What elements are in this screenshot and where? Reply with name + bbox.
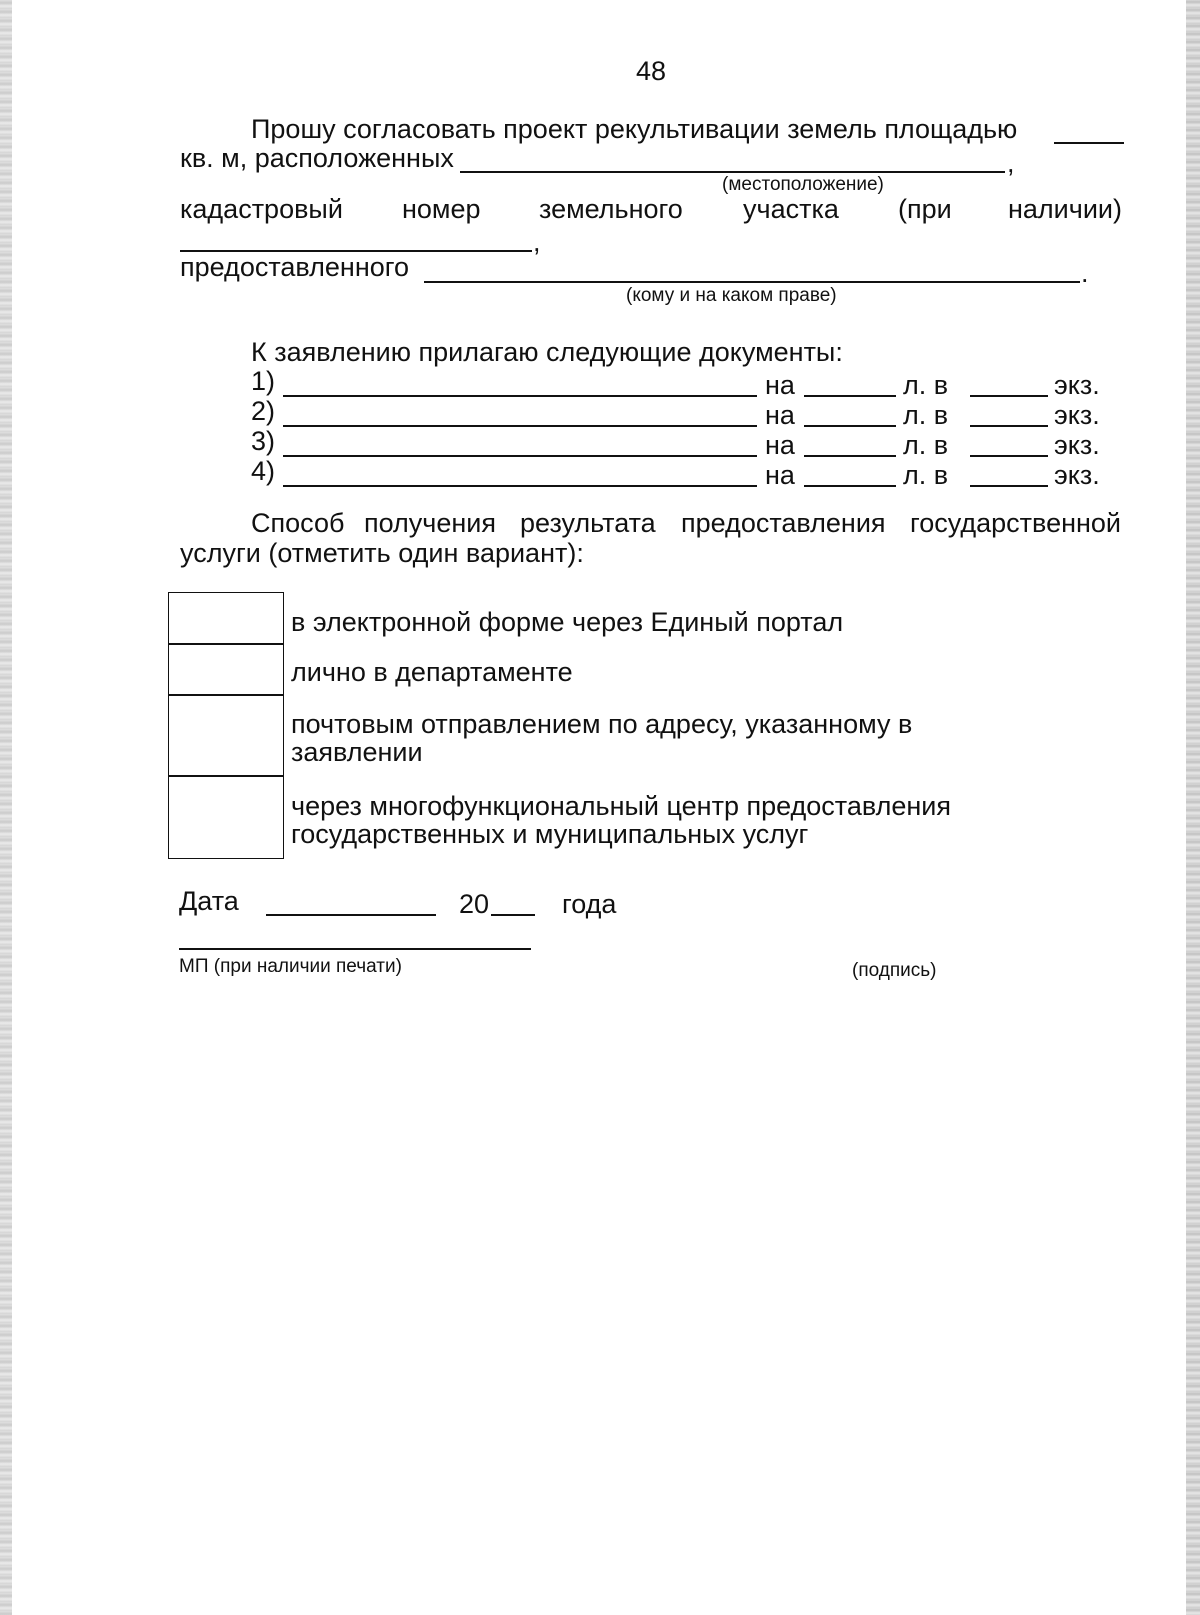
- request-line-2: кв. м, расположенных: [180, 143, 454, 173]
- cadastral-word-6: наличии): [1008, 194, 1122, 224]
- attachment-list-label-2: л. в: [903, 400, 949, 430]
- attachment-name-field-3[interactable]: [283, 455, 757, 457]
- year-field[interactable]: [491, 914, 535, 916]
- cadastral-word-2: номер: [402, 194, 481, 224]
- date-label: Дата: [179, 886, 239, 916]
- attachment-list-label-1: л. в: [903, 370, 949, 400]
- attachment-copies-label-3: экз.: [1054, 430, 1100, 460]
- delivery-option-checkbox-1[interactable]: [168, 592, 284, 645]
- delivery-option-checkbox-2[interactable]: [168, 643, 284, 696]
- attachment-sheets-field-3[interactable]: [804, 455, 896, 457]
- request-line-1: Прошу согласовать проект рекультивации земель площадью: [251, 114, 1018, 144]
- cadastral-comma: ,: [533, 227, 541, 257]
- attachment-copies-field-2[interactable]: [970, 425, 1048, 427]
- location-hint: (местоположение): [722, 174, 884, 195]
- delivery-word-3: результата: [520, 508, 656, 538]
- attachment-na-4: на: [765, 460, 795, 490]
- attachment-copies-field-3[interactable]: [970, 455, 1048, 457]
- cadastral-word-3: земельного: [539, 194, 683, 224]
- stamp-label: МП (при наличии печати): [179, 956, 402, 977]
- delivery-line-2: услуги (отметить один вариант):: [180, 538, 584, 568]
- page-number: 48: [636, 56, 667, 86]
- attachment-list-label-3: л. в: [903, 430, 949, 460]
- attachment-sheets-field-1[interactable]: [804, 395, 896, 397]
- attachment-copies-field-4[interactable]: [970, 485, 1048, 487]
- cadastral-word-5: (при: [898, 194, 952, 224]
- scan-edge-right: [1186, 0, 1200, 1615]
- attachment-copies-label-1: экз.: [1054, 370, 1100, 400]
- delivery-option-label-3: почтовым отправлением по адресу, указанному в заявлении: [291, 709, 913, 767]
- year-suffix: года: [562, 889, 617, 919]
- delivery-word-1: Способ: [251, 508, 345, 538]
- provided-field[interactable]: [424, 281, 1080, 283]
- scan-edge-left: [0, 0, 12, 1615]
- attachment-name-field-1[interactable]: [283, 395, 757, 397]
- provided-label: предоставленного: [180, 252, 410, 282]
- cadastral-word-1: кадастровый: [180, 194, 343, 224]
- attachment-na-2: на: [765, 400, 795, 430]
- attachment-number-1: 1): [251, 366, 276, 396]
- provided-hint: (кому и на каком праве): [626, 285, 837, 306]
- attachment-sheets-field-2[interactable]: [804, 425, 896, 427]
- attachment-list-label-4: л. в: [903, 460, 949, 490]
- year-prefix: 20: [459, 889, 490, 919]
- location-comma: ,: [1007, 148, 1015, 178]
- delivery-word-2: получения: [364, 508, 496, 538]
- attachment-copies-label-4: экз.: [1054, 460, 1100, 490]
- attachment-na-3: на: [765, 430, 795, 460]
- cadastral-word-4: участка: [743, 194, 839, 224]
- delivery-word-4: предоставления: [681, 508, 886, 538]
- location-field[interactable]: [460, 171, 1005, 173]
- delivery-option-label-1: в электронной форме через Единый портал: [291, 607, 844, 637]
- attachment-name-field-2[interactable]: [283, 425, 757, 427]
- attachment-copies-label-2: экз.: [1054, 400, 1100, 430]
- attachment-name-field-4[interactable]: [283, 485, 757, 487]
- attachment-copies-field-1[interactable]: [970, 395, 1048, 397]
- attachment-sheets-field-4[interactable]: [804, 485, 896, 487]
- delivery-option-checkbox-4[interactable]: [168, 775, 284, 859]
- attachment-number-4: 4): [251, 456, 276, 486]
- date-field[interactable]: [266, 914, 436, 916]
- delivery-word-5: государственной: [910, 508, 1122, 538]
- attachment-number-2: 2): [251, 396, 276, 426]
- delivery-option-label-2: лично в департаменте: [291, 657, 573, 687]
- delivery-option-checkbox-3[interactable]: [168, 694, 284, 777]
- delivery-option-label-4: через многофункциональный центр предоставления государственных и муниципальных услуг: [291, 791, 951, 849]
- provided-period: .: [1081, 258, 1089, 288]
- attachments-intro: К заявлению прилагаю следующие документы:: [251, 337, 843, 367]
- area-field[interactable]: [1054, 142, 1124, 144]
- attachment-na-1: на: [765, 370, 795, 400]
- signature-label: (подпись): [852, 960, 937, 981]
- signature-line[interactable]: [179, 948, 531, 950]
- attachment-number-3: 3): [251, 426, 276, 456]
